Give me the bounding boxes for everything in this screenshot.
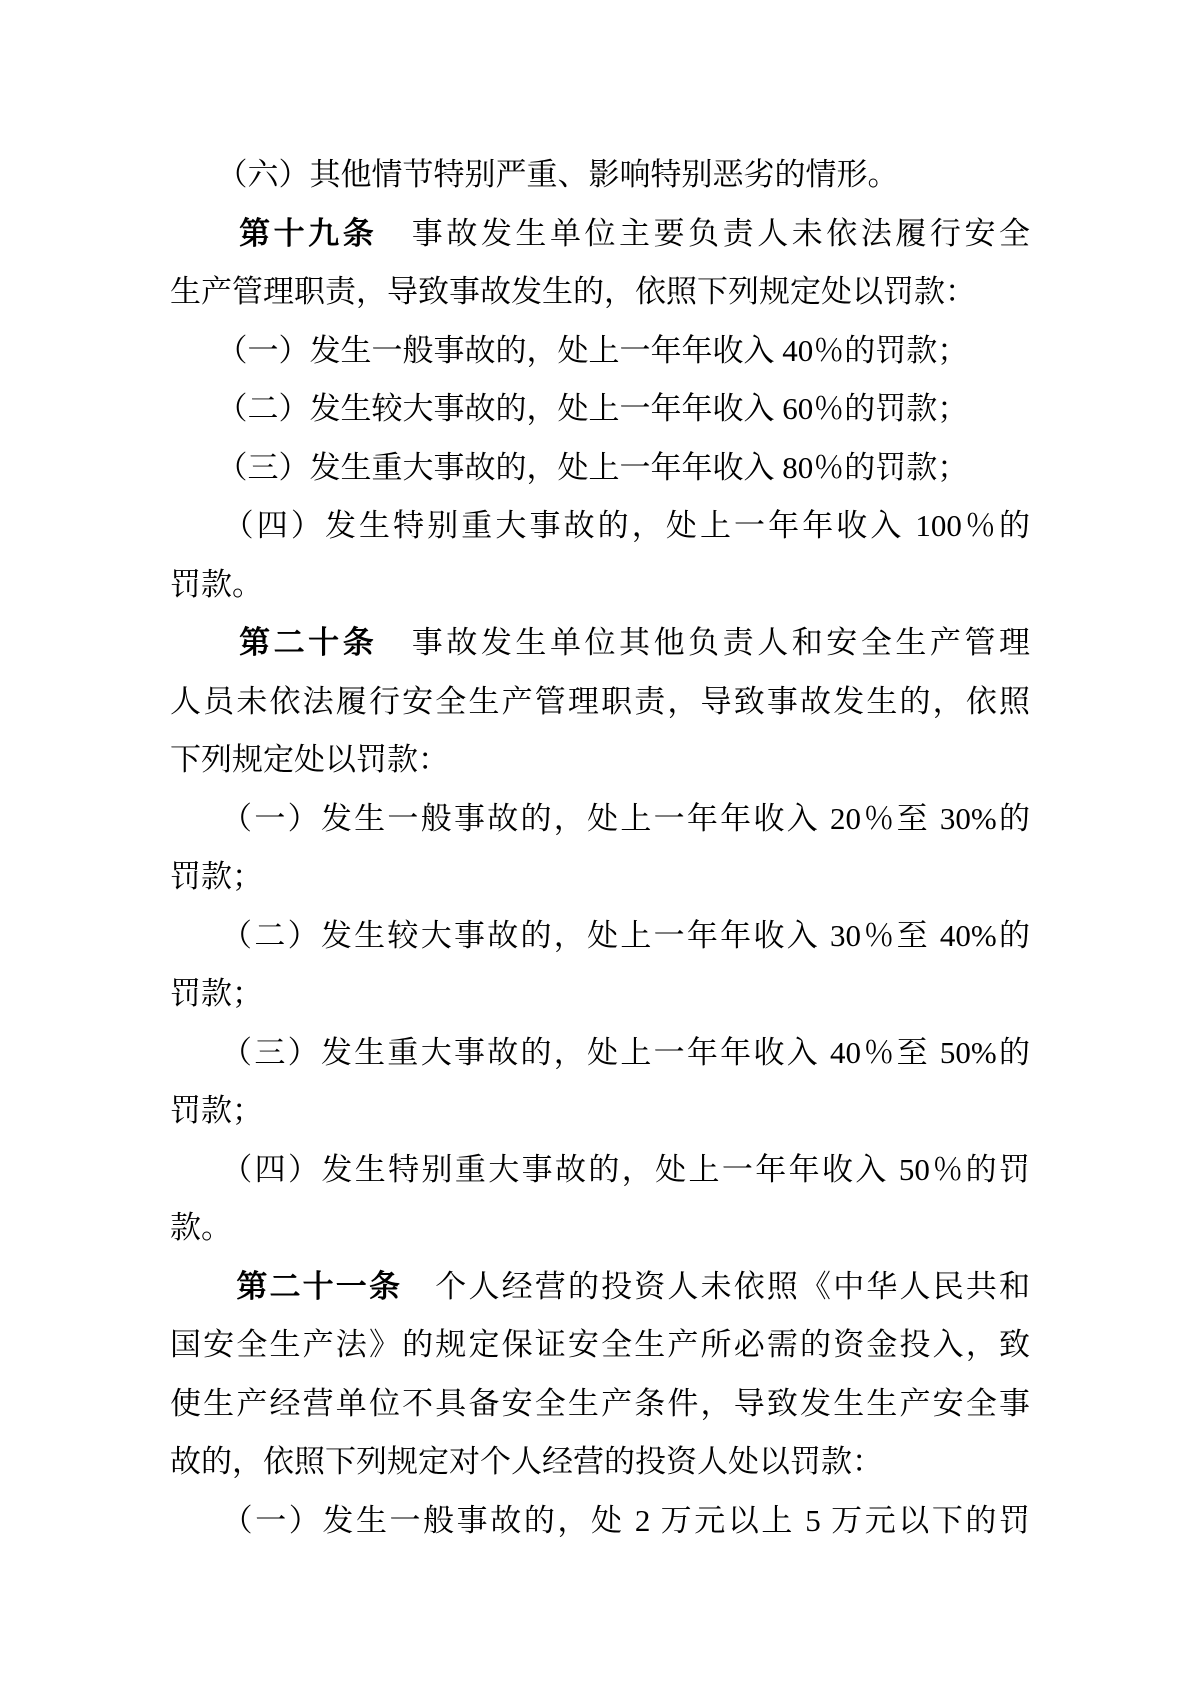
- document-line: [170, 1316, 1030, 1375]
- text-run: （三）发生重大事故的，处上一年年收入 40％至 50%的: [170, 1034, 1030, 1070]
- text-run: 故的，依照下列规定对个人经营的投资人处以罚款：: [170, 1444, 883, 1479]
- document-line: [170, 614, 1030, 673]
- text-run: 事故发生单位主要负责人未依法履行安全: [377, 215, 1031, 251]
- document-line: [170, 790, 1030, 849]
- text-run: [170, 625, 239, 660]
- document-line: [170, 907, 1030, 966]
- document-line: [170, 556, 1030, 615]
- document-line: [170, 1024, 1030, 1083]
- document-line: [170, 673, 1030, 732]
- document-line: [170, 731, 1030, 790]
- document-line: [170, 848, 1030, 907]
- text-run: 罚款；: [170, 859, 263, 894]
- text-run: 国安全生产法》的规定保证安全生产所必需的资金投入，致: [170, 1327, 1030, 1362]
- article-number: 第二十一条: [236, 1268, 403, 1304]
- text-run: （四）发生特别重大事故的，处上一年年收入 50％的罚: [170, 1151, 1030, 1187]
- text-run: 罚款；: [170, 1093, 263, 1128]
- document-body: [170, 146, 1030, 1550]
- text-run: [170, 216, 239, 251]
- text-run: （二）发生较大事故的，处上一年年收入 30％至 40%的: [170, 917, 1030, 953]
- article-number: 第十九条: [239, 215, 378, 251]
- text-run: 款。: [170, 1210, 232, 1245]
- document-line: [170, 146, 1030, 205]
- document-line: [170, 1082, 1030, 1141]
- document-line: [170, 497, 1030, 556]
- text-run: （一）发生一般事故的，处上一年年收入 20％至 30%的: [170, 800, 1030, 836]
- document-line: [170, 322, 1030, 381]
- document-line: [170, 1141, 1030, 1200]
- document-line: [170, 1492, 1030, 1551]
- text-run: 罚款；: [170, 976, 263, 1011]
- document-line: [170, 380, 1030, 439]
- document-line: [170, 439, 1030, 498]
- document-line: [170, 965, 1030, 1024]
- document-line: [170, 263, 1030, 322]
- text-run: 下列规定处以罚款：: [170, 742, 449, 777]
- text-run: 生产管理职责，导致事故发生的，依照下列规定处以罚款：: [170, 274, 976, 309]
- text-run: （一）发生一般事故的，处 2 万元以上 5 万元以下的罚: [170, 1502, 1030, 1538]
- text-run: （三）发生重大事故的，处上一年年收入 80％的罚款；: [170, 449, 969, 485]
- document-line: [170, 1433, 1030, 1492]
- article-number: 第二十条: [239, 625, 378, 660]
- text-run: （二）发生较大事故的，处上一年年收入 60％的罚款；: [170, 391, 969, 426]
- text-run: （四）发生特别重大事故的，处上一年年收入 100％的: [170, 508, 1030, 543]
- document-line: [170, 205, 1030, 264]
- text-run: 人员未依法履行安全生产管理职责，导致事故发生的，依照: [170, 683, 1030, 719]
- text-run: （一）发生一般事故的，处上一年年收入 40％的罚款；: [170, 332, 969, 368]
- text-run: 事故发生单位其他负责人和安全生产管理: [377, 625, 1031, 660]
- text-run: 罚款。: [170, 566, 263, 602]
- document-line: [170, 1258, 1030, 1317]
- text-run: 个人经营的投资人未依照《中华人民共和: [402, 1268, 1031, 1304]
- document-line: [170, 1375, 1030, 1434]
- text-run: 使生产经营单位不具备安全生产条件，导致发生生产安全事: [170, 1385, 1030, 1421]
- text-run: [170, 1269, 236, 1304]
- text-run: （六）其他情节特别严重、影响特别恶劣的情形。: [170, 157, 899, 192]
- document-line: [170, 1199, 1030, 1258]
